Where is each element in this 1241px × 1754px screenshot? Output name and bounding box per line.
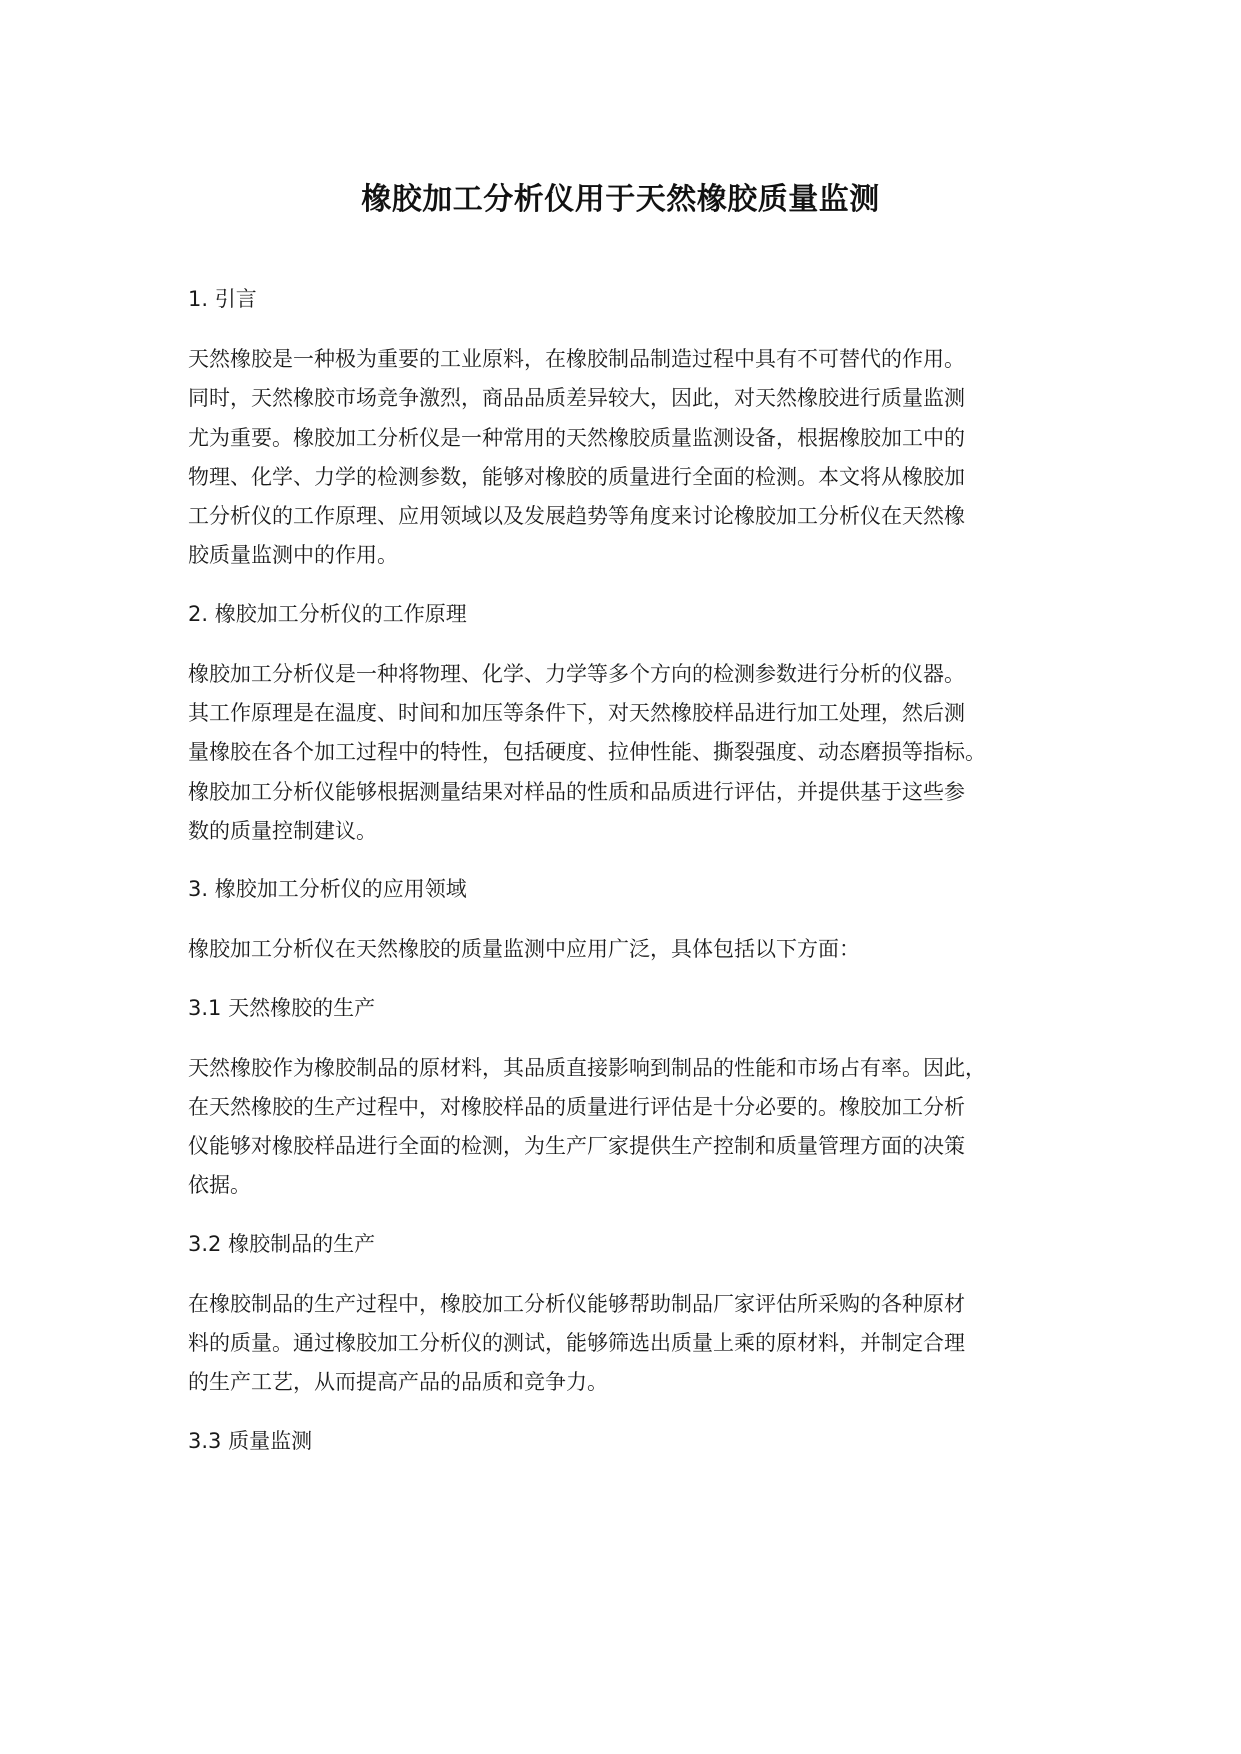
paragraph-line: 量橡胶在各个加工过程中的特性，包括硬度、拉伸性能、撕裂强度、动态磨损等指标。 [188,740,986,765]
paragraph-line: 橡胶加工分析仪是一种将物理、化学、力学等多个方向的检测参数进行分析的仪器。 [188,661,965,686]
paragraph-line: 天然橡胶是一种极为重要的工业原料，在橡胶制品制造过程中具有不可替代的作用。 [188,347,965,371]
paragraph-line: 胶质量监测中的作用。 [188,543,398,568]
section-heading-natural-rubber-production: 3.1 天然橡胶的生产 [188,995,376,1020]
section-paragraph-rubber-products-production [188,1285,1088,1403]
paragraph-line: 料的质量。通过橡胶加工分析仪的测试，能够筛选出质量上乘的原材料，并制定合理 [188,1331,965,1356]
paragraph-line: 橡胶加工分析仪能够根据测量结果对样品的性质和品质进行评估，并提供基于这些参 [188,779,965,804]
section-paragraph-introduction [188,340,1088,576]
section-heading-rubber-products-production: 3.2 橡胶制品的生产 [188,1231,376,1256]
section-paragraph-applications [188,930,1088,969]
section-paragraph-natural-rubber-production [188,1049,1088,1206]
section-heading-applications: 3. 橡胶加工分析仪的应用领域 [188,877,467,902]
paragraph-line: 同时，天然橡胶市场竞争激烈，商品品质差异较大，因此，对天然橡胶进行质量监测 [188,386,965,411]
paragraph-line: 橡胶加工分析仪在天然橡胶的质量监测中应用广泛，具体包括以下方面： [188,937,860,962]
paragraph-line: 依据。 [188,1173,251,1198]
paragraph-line: 物理、化学、力学的检测参数，能够对橡胶的质量进行全面的检测。本文将从橡胶加 [188,464,965,489]
section-heading-working-principle: 2. 橡胶加工分析仪的工作原理 [188,601,467,626]
paragraph-line: 天然橡胶作为橡胶制品的原材料，其品质直接影响到制品的性能和市场占有率。因此， [188,1055,986,1080]
section-heading-introduction: 1. 引言 [188,287,257,311]
paragraph-line: 在橡胶制品的生产过程中，橡胶加工分析仪能够帮助制品厂家评估所采购的各种原材 [188,1291,965,1316]
paragraph-line: 其工作原理是在温度、时间和加压等条件下，对天然橡胶样品进行加工处理，然后测 [188,701,965,726]
paragraph-line: 尤为重要。橡胶加工分析仪是一种常用的天然橡胶质量监测设备，根据橡胶加工中的 [188,425,965,450]
paragraph-line: 在天然橡胶的生产过程中，对橡胶样品的质量进行评估是十分必要的。橡胶加工分析 [188,1094,965,1119]
document-title: 橡胶加工分析仪用于天然橡胶质量监测 [361,182,880,217]
section-paragraph-working-principle [188,655,1088,851]
paragraph-line: 工分析仪的工作原理、应用领域以及发展趋势等角度来讨论橡胶加工分析仪在天然橡 [188,504,965,529]
section-heading-quality-monitoring: 3.3 质量监测 [188,1428,313,1453]
paragraph-line: 的生产工艺，从而提高产品的品质和竞争力。 [188,1370,608,1395]
document-body [188,284,1088,1482]
paragraph-line: 仪能够对橡胶样品进行全面的检测，为生产厂家提供生产控制和质量管理方面的决策 [188,1134,965,1159]
paragraph-line: 数的质量控制建议。 [188,818,377,843]
